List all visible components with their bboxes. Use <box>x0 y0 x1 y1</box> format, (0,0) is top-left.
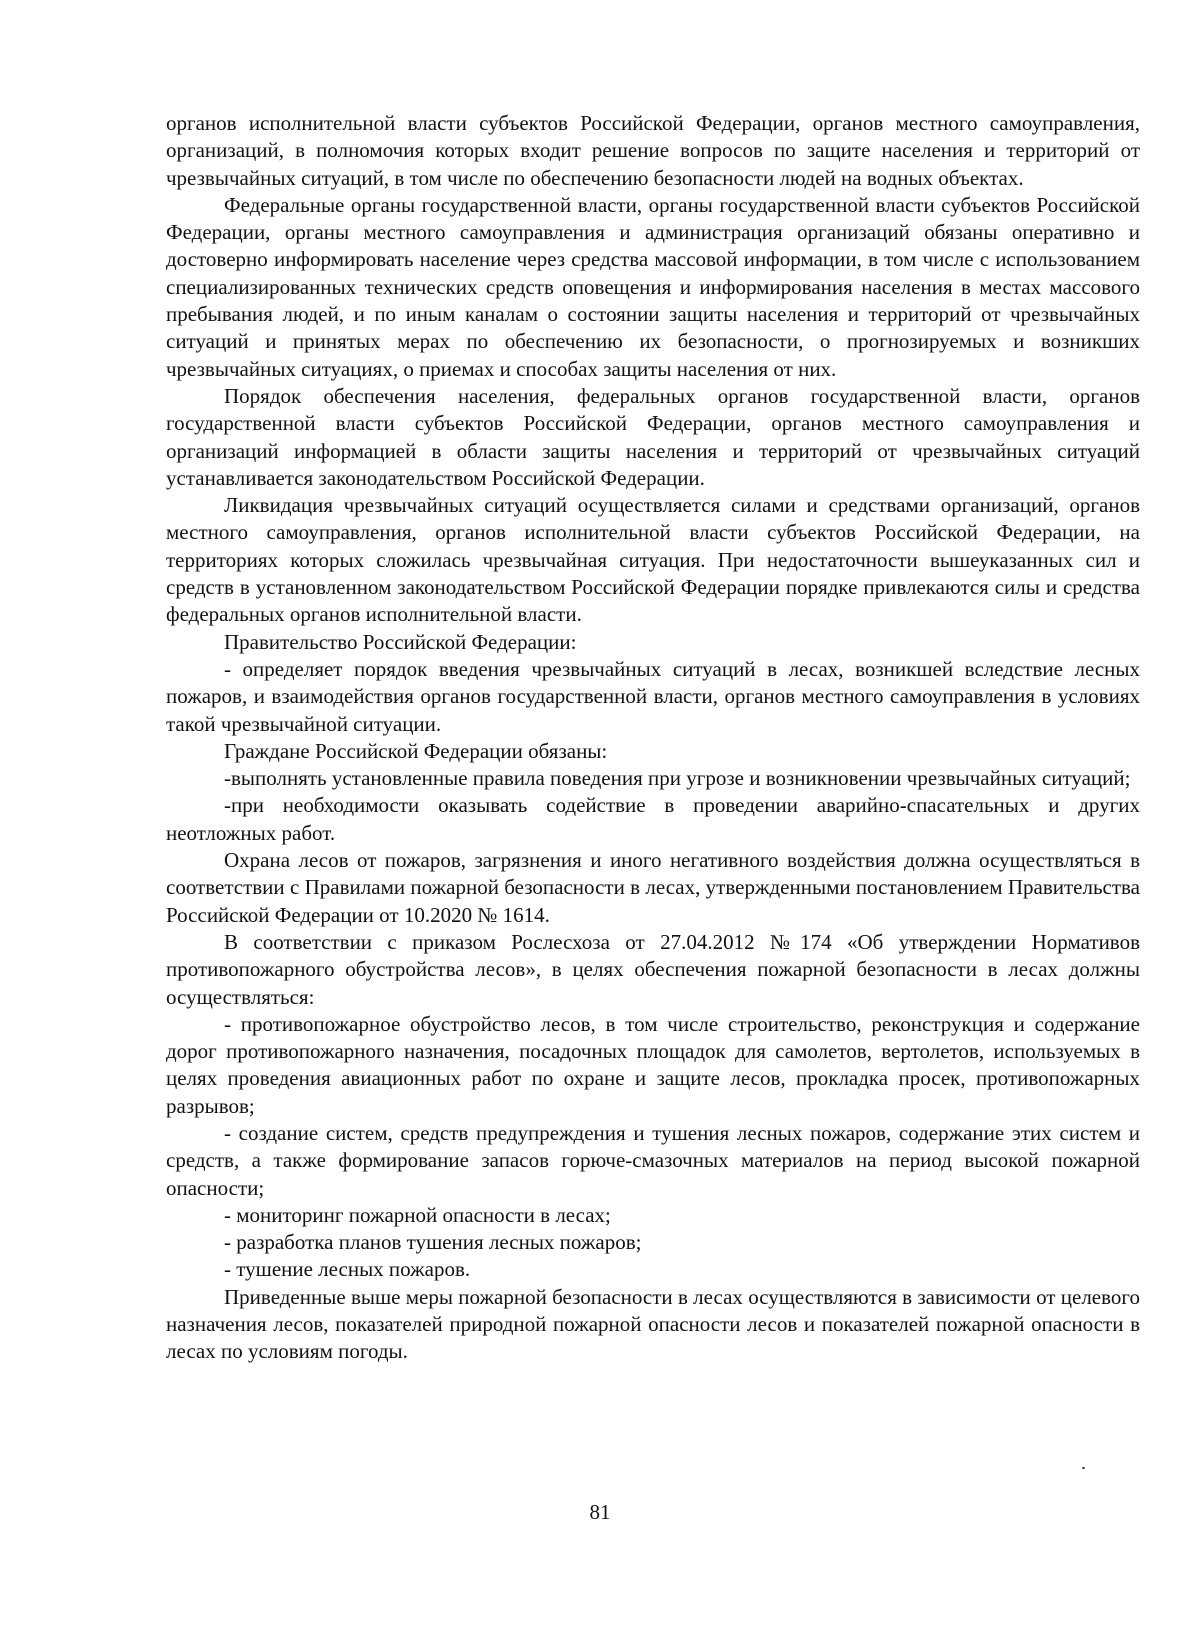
paragraph-continuation: органов исполнительной власти субъектов Российской Федерации, органов местного самоуправления, организаций, в полномочия которых входит решение вопросов по защите населения и территорий от чрезвычайных ситуаций, в том числе по обеспечению безопасности людей на водных объектах. <box>166 111 1140 190</box>
list-item-fire-infrastructure: - противопожарное обустройство лесов, в том числе строительство, реконструкция и содержание дорог противопожарного назначения, посадочных площадок для самолетов, вертолетов, используемых в целях проведения авиационных работ по охране и защите лесов, прокладка просек, противопожарных разрывов; <box>166 1011 1140 1118</box>
list-item-fire-monitoring: - мониторинг пожарной опасности в лесах; <box>224 1202 611 1227</box>
paragraph-information-order: Порядок обеспечения населения, федеральных органов государственной власти, органов государственной власти субъектов Российской Федерации, органов местного самоуправления и организаций информацией в области защиты населения и территорий от чрезвычайных ситуаций устанавливается законодательством Российской Федерации. <box>166 383 1140 490</box>
list-item-citizens-assist: -при необходимости оказывать содействие в проведении аварийно-спасательных и других неотложных работ. <box>166 793 1140 845</box>
list-item-fire-extinguishing: - тушение лесных пожаров. <box>224 1257 471 1282</box>
list-item-citizens-rules: -выполнять установленные правила поведения при угрозе и возникновении чрезвычайных ситуаций; <box>224 766 1131 791</box>
list-item-fire-systems: - создание систем, средств предупреждения и тушения лесных пожаров, содержание этих систем и средств, а также формирование запасов горюче-смазочных материалов на период высокой пожарной опасности; <box>166 1120 1140 1200</box>
paragraph-citizens-heading: Граждане Российской Федерации обязаны: <box>224 738 608 763</box>
paragraph-emergency-liquidation: Ликвидация чрезвычайных ситуаций осуществляется силами и средствами организаций, органов местного самоуправления, органов исполнительной власти субъектов Российской Федерации, на территориях которых сложилась чрезвычайная ситуация. При недостаточности вышеуказанных сил и средств в установленном законодательством Российской Федерации порядке привлекаются силы и средства федеральных органов исполнительной власти. <box>166 493 1140 627</box>
scan-speck <box>1082 1467 1085 1469</box>
page-number: 81 <box>589 1500 611 1524</box>
paragraph-measures-summary: Приведенные выше меры пожарной безопасности в лесах осуществляются в зависимости от целевого назначения лесов, показателей природной пожарной опасности лесов и показателей пожарной опасности в лесах по условиям погоды. <box>166 1284 1140 1364</box>
body-text <box>166 110 1140 1366</box>
paragraph-informing-population: Федеральные органы государственной власти, органы государственной власти субъектов Российской Федерации, органы местного самоуправления и администрация организаций обязаны оперативно и достоверно информировать население через средства массовой информации, в том числе с использованием специализированных технических средств оповещения и информирования населения в местах массового пребывания людей, и по иным каналам о состоянии защиты населения и территорий от чрезвычайных ситуаций и принятых мерах по обеспечению их безопасности, о прогнозируемых и возникших чрезвычайных ситуациях, о приемах и способах защиты населения от них. <box>166 192 1140 381</box>
list-item-fire-plans: - разработка планов тушения лесных пожаров; <box>224 1230 642 1255</box>
paragraph-rosleskhoz-order: В соответствии с приказом Рослесхоза от 27.04.2012 №174 «Об утверждении Нормативов противопожарного обустройства лесов», в целях обеспечения пожарной безопасности в лесах должны осуществляться: <box>166 929 1140 1009</box>
list-item-government-duty: - определяет порядок введения чрезвычайных ситуаций в лесах, возникшей вследствие лесных пожаров, и взаимодействия органов государственной власти, органов местного самоуправления в условиях такой чрезвычайной ситуации. <box>166 656 1140 736</box>
paragraph-government-heading: Правительство Российской Федерации: <box>224 629 577 654</box>
paragraph-forest-protection: Охрана лесов от пожаров, загрязнения и иного негативного воздействия должна осуществляться в соответствии с Правилами пожарной безопасности в лесах, утвержденными постановлением Правительства Российской Федерации от 10.2020 № 1614. <box>166 848 1140 927</box>
